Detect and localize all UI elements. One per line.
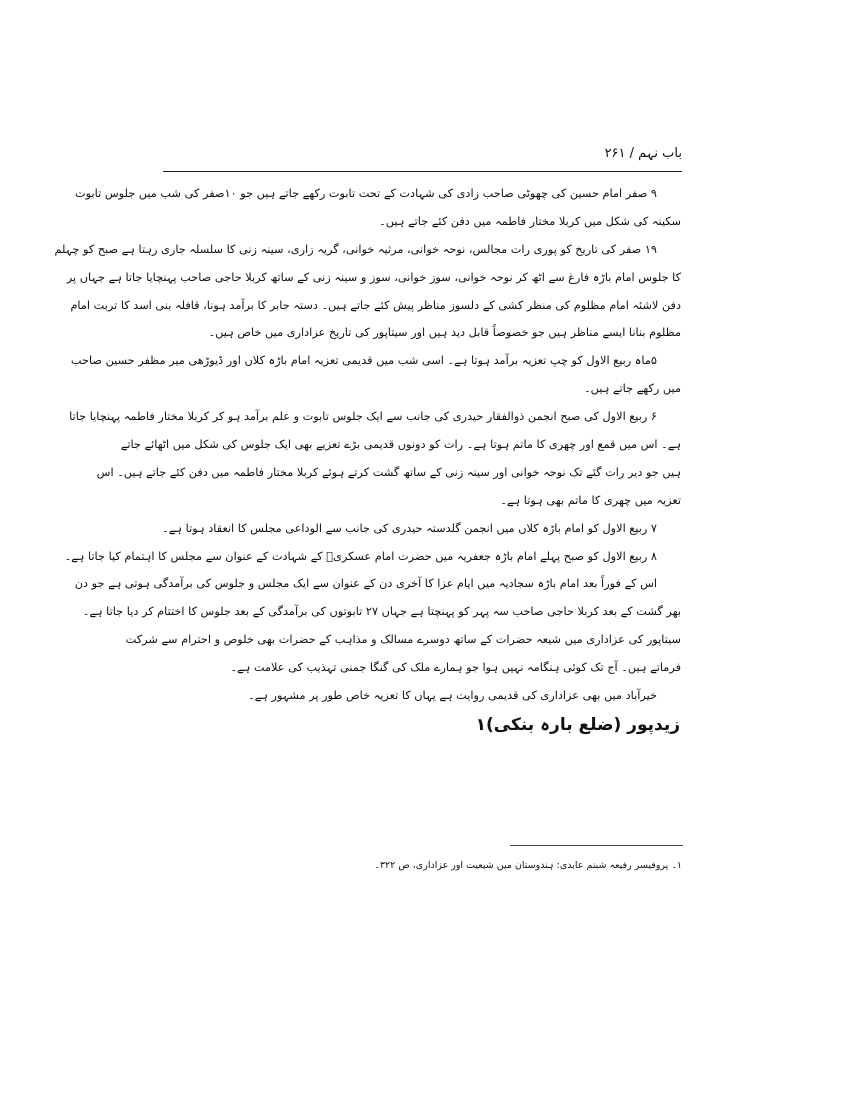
text-line: ہے۔ اس میں قمع اور چھری کا ماتم ہوتا ہے۔ رات کو دونوں قدیمی بڑے تعزیے بھی ایک جلوس کی شکل میں اٹھائے جاتے xyxy=(120,438,681,452)
paragraph xyxy=(75,180,681,236)
paragraph xyxy=(165,682,681,710)
text-line: ہیں جو دیر رات گئے تک نوحہ خوانی اور سینہ زنی کے ساتھ گشت کرتے ہوئے کربلا مختار فاطمہ میں دفن کئے جاتے ہیں۔ اس xyxy=(96,465,681,479)
paragraph xyxy=(70,347,681,403)
text-line: اس کے فوراً بعد امام باڑہ سجادیہ میں ایام عزا کا آخری دن کے عنوان سے ایک مجلس و جلوس کی برآمدگی ہوتی ہے جو دن xyxy=(74,577,657,591)
paragraph xyxy=(54,236,681,348)
paragraph xyxy=(64,543,681,571)
footnote: ۱۔ پروفیسر رفیعہ شبنم عابدی: ہندوستان میں شیعیت اور عزاداری، ص ۳۲۲۔ xyxy=(374,860,682,871)
text-line: ۱۹ صفر کی تاریخ کو پوری رات مجالس، نوحہ خوانی، مرثیہ خوانی، گریہ زاری، سینہ زنی کا سلسلہ جاری رہتا ہے صبح کو چہلم xyxy=(54,242,657,256)
footnote-rule xyxy=(510,845,683,846)
text-line: ۷ ربیع الاول کو امام باڑہ کلاں میں انجمن گلدستہ حیدری کی جانب سے الوداعی مجلس کا انعقاد ہوتا ہے۔ xyxy=(162,521,657,535)
text-line: ۶ ربیع الاول کی صبح انجمن ذوالفقار حیدری کی جانب سے ایک جلوس تابوت و علم برآمد ہو کر کربلا مختار فاطمہ پہنچایا جاتا xyxy=(69,410,657,424)
text-line: دفن لاشئہ امام مظلوم کی منظر کشی کے دلسوز مناظر پیش کئے جاتے ہیں۔ دستہ جابر کا برآمد ہونا، قافلہ بنی اسد کا تربت امام xyxy=(70,298,681,312)
text-line: میں رکھے جاتے ہیں۔ xyxy=(584,382,681,396)
text-line: مظلوم بنانا ایسے مناظر ہیں جو خصوصاً قابل دید ہیں اور سیتاپور کی تاریخ عزاداری میں خاص ہیں۔ xyxy=(208,326,681,340)
text-line: کا جلوس امام باڑہ فارغ سے اٹھ کر نوحہ خوانی، سوز خوانی، سوز و سینہ زنی کے ساتھ کربلا حاجی صاحب پہنچایا جاتا ہے جہاں پر xyxy=(66,270,681,284)
text-line: بھر گشت کے بعد کربلا حاجی صاحب سہ پہر کو پہنچتا ہے جہاں ۲۷ تابوتوں کی برآمدگی کے بعد جلوس کا اختتام کر دیا جاتا ہے۔ xyxy=(82,605,681,619)
body-text xyxy=(54,180,681,710)
header-chapter-page: باب نہم / ۲۶۱ xyxy=(604,146,682,161)
header-rule xyxy=(163,171,682,172)
section-heading: زیدپور (ضلع بارہ بنکی)۱ xyxy=(475,715,680,735)
running-header xyxy=(163,142,682,168)
text-line: سکینہ کی شکل میں کربلا مختار فاطمہ میں دفن کئے جاتے ہیں۔ xyxy=(379,214,681,228)
text-line: فرماتے ہیں۔ آج تک کوئی ہنگامہ نہیں ہوا جو ہمارے ملک کی گنگا جمنی تہذیب کی علامت ہے۔ xyxy=(230,661,681,675)
text-line: ۵ماہ ربیع الاول کو چپ تعزیہ برآمد ہوتا ہے۔ اسی شب میں قدیمی تعزیہ امام باڑہ کلاں اور ڈیوڑھی میر مظفر حسین صاحب xyxy=(70,354,657,368)
text-line: خیرآباد میں بھی عزاداری کی قدیمی روایت ہے یہاں کا تعزیہ خاص طور پر مشہور ہے۔ xyxy=(248,689,657,703)
paragraph xyxy=(74,570,681,682)
text-line: ۸ ربیع الاول کو صبح پہلے امام باڑہ جعفریہ میں حضرت امام عسکریؑ کے شہادت کے عنوان سے مجلس کا اہتمام کیا جاتا ہے۔ xyxy=(64,549,657,563)
text-line: تعزیہ میں چھری کا ماتم بھی ہوتا ہے۔ xyxy=(500,493,681,507)
paragraph xyxy=(69,403,681,515)
text-line: سیتاپور کی عزاداری میں شیعہ حضرات کے ساتھ دوسرے مسالک و مذاہب کے حضرات بھی خلوص و احترام سے شرکت xyxy=(125,633,681,647)
text-line: ۹ صفر امام حسین کی چھوٹی صاحب زادی کی شہادت کے تحت تابوت رکھے جاتے ہیں جو ۱۰صفر کی شب میں جلوس تابوت xyxy=(75,187,657,200)
paragraph xyxy=(162,515,681,543)
